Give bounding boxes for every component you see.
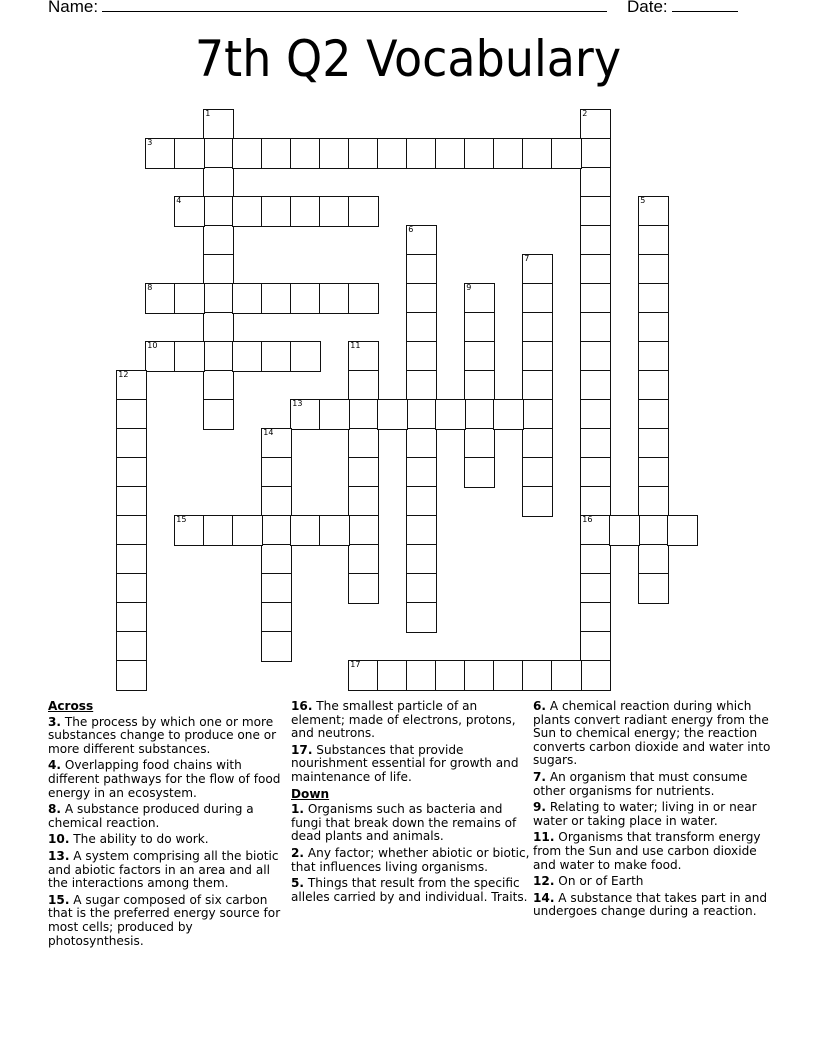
crossword-cell[interactable] [464,428,495,459]
crossword-cell[interactable] [290,399,321,430]
clue-text: Organisms such as bacteria and fungi that break down the remains of dead plants and animals. [291,802,517,844]
clue-number-label: 10 [147,341,158,351]
across-heading: Across [48,699,94,713]
clue-number-label: 17 [350,660,361,670]
crossword-cell[interactable] [203,312,234,343]
clue-number: 5. [291,876,305,891]
clues-column-2 [291,700,531,907]
clue-number-label: 4 [176,196,182,206]
crossword-cell[interactable] [348,457,379,488]
crossword-cell[interactable] [464,312,495,343]
crossword-cell[interactable] [638,225,669,256]
crossword-cell[interactable] [203,254,234,285]
crossword-cell[interactable] [232,138,263,169]
crossword-cell[interactable] [580,225,611,256]
clues-column-1 [48,700,288,951]
clue-number-label: 11 [350,341,361,351]
crossword-cell[interactable] [522,486,553,517]
crossword-cell[interactable] [203,341,234,372]
crossword-cell[interactable] [116,602,147,633]
crossword-cell[interactable] [348,283,379,314]
crossword-cell[interactable] [174,283,205,314]
crossword-cell[interactable] [145,138,176,169]
crossword-cell[interactable] [580,602,611,633]
clue-text: Substances that provide nourishment essential for growth and maintenance of life. [291,742,519,784]
crossword-cell[interactable] [464,399,495,430]
crossword-cell[interactable] [580,573,611,604]
crossword-cell[interactable] [290,196,321,227]
crossword-cell[interactable] [174,196,205,227]
crossword-cell[interactable] [174,341,205,372]
crossword-cell[interactable] [348,486,379,517]
crossword-cell[interactable] [638,399,669,430]
crossword-cell[interactable] [464,283,495,314]
crossword-cell[interactable] [580,515,611,546]
crossword-cell[interactable] [406,312,437,343]
date-label: Date: [627,0,668,16]
crossword-cell[interactable] [551,660,582,691]
crossword-cell[interactable] [522,138,553,169]
crossword-cell[interactable] [522,254,553,285]
clue-number: 14. [533,890,555,905]
crossword-cell[interactable] [116,428,147,459]
crossword-cell[interactable] [116,515,147,546]
crossword-cell[interactable] [522,428,553,459]
page-title: 7th Q2 Vocabulary [194,30,622,88]
clue-across-4 [48,759,288,800]
clues-column-3 [533,700,773,922]
crossword-cell[interactable] [232,196,263,227]
clue-text: An organism that must consume other organisms for nutrients. [533,769,748,798]
crossword-cell[interactable] [261,283,292,314]
clue-number: 10. [48,832,70,847]
crossword-cell[interactable] [290,515,321,546]
crossword-cell[interactable] [435,399,466,430]
clue-down-7 [533,771,773,798]
crossword-cell[interactable] [174,138,205,169]
clue-across-10 [48,833,288,847]
clue-number: 16. [291,699,313,713]
clue-number: 8. [48,802,62,817]
crossword-cell[interactable] [638,544,669,575]
crossword-cell[interactable] [580,312,611,343]
crossword-cell[interactable] [522,457,553,488]
crossword-cell[interactable] [203,138,234,169]
name-label: Name: [48,0,99,16]
crossword-cell[interactable] [464,457,495,488]
crossword-cell[interactable] [203,370,234,401]
clue-number-label: 9 [466,283,472,293]
crossword-cell[interactable] [406,573,437,604]
crossword-cell[interactable] [261,341,292,372]
crossword-cell[interactable] [580,167,611,198]
crossword-cell[interactable] [406,225,437,256]
crossword-cell[interactable] [406,602,437,633]
crossword-cell[interactable] [348,573,379,604]
crossword-cell[interactable] [464,341,495,372]
crossword-cell[interactable] [638,341,669,372]
clue-text: On or of Earth [558,874,644,889]
crossword-cell[interactable] [406,283,437,314]
crossword-cell[interactable] [203,283,234,314]
crossword-cell[interactable] [522,312,553,343]
crossword-cell[interactable] [580,428,611,459]
clue-number: 11. [533,830,555,845]
crossword-cell[interactable] [638,254,669,285]
crossword-cell[interactable] [377,138,408,169]
crossword-cell[interactable] [261,602,292,633]
crossword-cell[interactable] [377,399,408,430]
crossword-cell[interactable] [174,515,205,546]
clue-number: 1. [291,802,305,817]
crossword-cell[interactable] [261,457,292,488]
crossword-cell[interactable] [435,660,466,691]
clue-text: Overlapping food chains with different pathways for the flow of food energy in an ecosystem. [48,758,281,800]
clue-text: The process by which one or more substances change to produce one or more different substances. [48,714,277,756]
crossword-cell[interactable] [406,457,437,488]
clue-across-13 [48,850,288,891]
crossword-cell[interactable] [348,370,379,401]
crossword-cell[interactable] [261,138,292,169]
clue-down-2 [291,847,531,874]
crossword-cell[interactable] [348,399,379,430]
crossword-cell[interactable] [580,196,611,227]
clue-across-3 [48,716,288,757]
crossword-cell[interactable] [580,370,611,401]
crossword-cell[interactable] [406,341,437,372]
crossword-cell[interactable] [638,428,669,459]
crossword-cell[interactable] [638,283,669,314]
crossword-cell[interactable] [319,138,350,169]
crossword-cell[interactable] [406,138,437,169]
clue-down-9 [533,801,773,828]
crossword-cell[interactable] [406,370,437,401]
crossword-cell[interactable] [116,631,147,662]
crossword-cell[interactable] [522,370,553,401]
crossword-cell[interactable] [638,196,669,227]
crossword-cell[interactable] [638,312,669,343]
clue-down-11 [533,831,773,872]
crossword-cell[interactable] [348,341,379,372]
crossword-cell[interactable] [203,196,234,227]
crossword-cell[interactable] [406,660,437,691]
crossword-cell[interactable] [116,457,147,488]
clue-down-14 [533,892,773,919]
clue-text: The smallest particle of an element; made of electrons, protons, and neutrons. [291,699,516,741]
crossword-cell[interactable] [522,660,553,691]
clue-across-17 [291,744,531,785]
clue-text: A chemical reaction during which plants convert radiant energy from the Sun to chemical energy; the reaction converts carbon dioxide and water into sugars. [533,699,771,768]
clue-number-label: 16 [582,515,593,525]
crossword-cell[interactable] [580,109,611,140]
crossword-cell[interactable] [116,399,147,430]
crossword-cell[interactable] [406,254,437,285]
crossword-cell[interactable] [580,399,611,430]
crossword-cell[interactable] [261,544,292,575]
crossword-cell[interactable] [319,399,350,430]
crossword-cell[interactable] [261,631,292,662]
crossword-cell[interactable] [551,138,582,169]
crossword-cell[interactable] [232,283,263,314]
crossword-cell[interactable] [522,399,553,430]
crossword-cell[interactable] [203,167,234,198]
clue-text: A sugar composed of six carbon that is the preferred energy source for most cells; produced by photosynthesis. [48,892,281,948]
crossword-cell[interactable] [464,138,495,169]
clue-number-label: 5 [640,196,646,206]
crossword-cell[interactable] [638,573,669,604]
crossword-cell[interactable] [406,399,437,430]
clue-number: 2. [291,845,305,860]
crossword-cell[interactable] [348,544,379,575]
crossword-cell[interactable] [203,515,234,546]
crossword-cell[interactable] [667,515,698,546]
crossword-cell[interactable] [580,544,611,575]
crossword-cell[interactable] [638,370,669,401]
crossword-cell[interactable] [464,370,495,401]
clue-number-label: 13 [292,399,303,409]
clue-text: A substance that takes part in and undergoes change during a reaction. [533,890,768,919]
crossword-cell[interactable] [638,486,669,517]
crossword-cell[interactable] [290,138,321,169]
crossword-cell[interactable] [638,457,669,488]
clue-number: 17. [291,742,313,757]
crossword-cell[interactable] [406,486,437,517]
crossword-cell[interactable] [406,544,437,575]
crossword-cell[interactable] [203,109,234,140]
crossword-cell[interactable] [319,196,350,227]
crossword-cell[interactable] [261,573,292,604]
clue-number: 15. [48,892,70,907]
clue-number-label: 3 [147,138,153,148]
crossword-cell[interactable] [261,196,292,227]
crossword-cell[interactable] [319,515,350,546]
clue-number-label: 12 [118,370,129,380]
clue-text: A system comprising all the biotic and abiotic factors in an area and all the interactions among them. [48,848,279,891]
crossword-cell[interactable] [580,341,611,372]
clue-across-8 [48,803,288,830]
crossword-cell[interactable] [290,283,321,314]
crossword-cell[interactable] [638,515,669,546]
clue-across-16 [291,700,531,741]
clue-text: A substance produced during a chemical reaction. [48,802,254,830]
crossword-cell[interactable] [580,631,611,662]
clue-number-label: 7 [524,254,530,264]
crossword-cell[interactable] [116,544,147,575]
crossword-cell[interactable] [406,428,437,459]
crossword-cell[interactable] [261,515,292,546]
crossword-cell[interactable] [319,283,350,314]
crossword-cell[interactable] [377,660,408,691]
crossword-cell[interactable] [203,225,234,256]
clue-number-label: 6 [408,225,414,235]
crossword-cell[interactable] [232,341,263,372]
crossword-cell[interactable] [348,138,379,169]
crossword-cell[interactable] [580,138,611,169]
crossword-cell[interactable] [261,428,292,459]
crossword-cell[interactable] [493,138,524,169]
crossword-cell[interactable] [580,254,611,285]
crossword-cell[interactable] [580,457,611,488]
clue-down-6 [533,700,773,768]
crossword-cell[interactable] [145,283,176,314]
crossword-cell[interactable] [493,399,524,430]
clue-text: Relating to water; living in or near water or taking place in water. [533,800,757,828]
crossword-cell[interactable] [348,660,379,691]
clue-number-label: 15 [176,515,187,525]
clue-across-15 [48,894,288,948]
clue-number: 6. [533,699,547,713]
crossword-cell[interactable] [348,428,379,459]
crossword-cell[interactable] [116,573,147,604]
clue-number: 9. [533,800,547,815]
clue-number: 4. [48,758,62,773]
clue-number: 3. [48,714,62,729]
crossword-cell[interactable] [261,486,292,517]
crossword-cell[interactable] [522,283,553,314]
crossword-cell[interactable] [406,515,437,546]
crossword-cell[interactable] [116,370,147,401]
crossword-cell[interactable] [493,660,524,691]
clue-number-label: 8 [147,283,153,293]
clue-text: The ability to do work. [73,832,209,847]
crossword-cell[interactable] [435,138,466,169]
clue-text: Organisms that transform energy from the Sun and use carbon dioxide and water to make food. [533,830,761,872]
clue-number: 7. [533,769,547,784]
crossword-cell[interactable] [290,341,321,372]
clue-number: 12. [533,874,555,889]
crossword-cell[interactable] [609,515,640,546]
crossword-cell[interactable] [203,399,234,430]
crossword-cell[interactable] [348,196,379,227]
crossword-cell[interactable] [348,515,379,546]
clue-text: Any factor; whether abiotic or biotic, that influences living organisms. [291,845,530,874]
clue-down-5 [291,877,531,904]
clue-text: Things that result from the specific alleles carried by and individual. Traits. [291,876,528,904]
crossword-cell[interactable] [522,341,553,372]
crossword-cell[interactable] [145,341,176,372]
clue-down-12 [533,875,773,889]
crossword-cell[interactable] [232,515,263,546]
clue-number: 13. [48,848,70,863]
crossword-cell[interactable] [580,283,611,314]
crossword-cell[interactable] [580,660,611,691]
clue-number-label: 2 [582,109,588,119]
crossword-cell[interactable] [116,660,147,691]
crossword-cell[interactable] [580,486,611,517]
clue-number-label: 14 [263,428,274,438]
clue-down-1 [291,803,531,844]
crossword-cell[interactable] [116,486,147,517]
down-heading: Down [291,786,330,801]
crossword-cell[interactable] [464,660,495,691]
clue-number-label: 1 [205,109,211,119]
